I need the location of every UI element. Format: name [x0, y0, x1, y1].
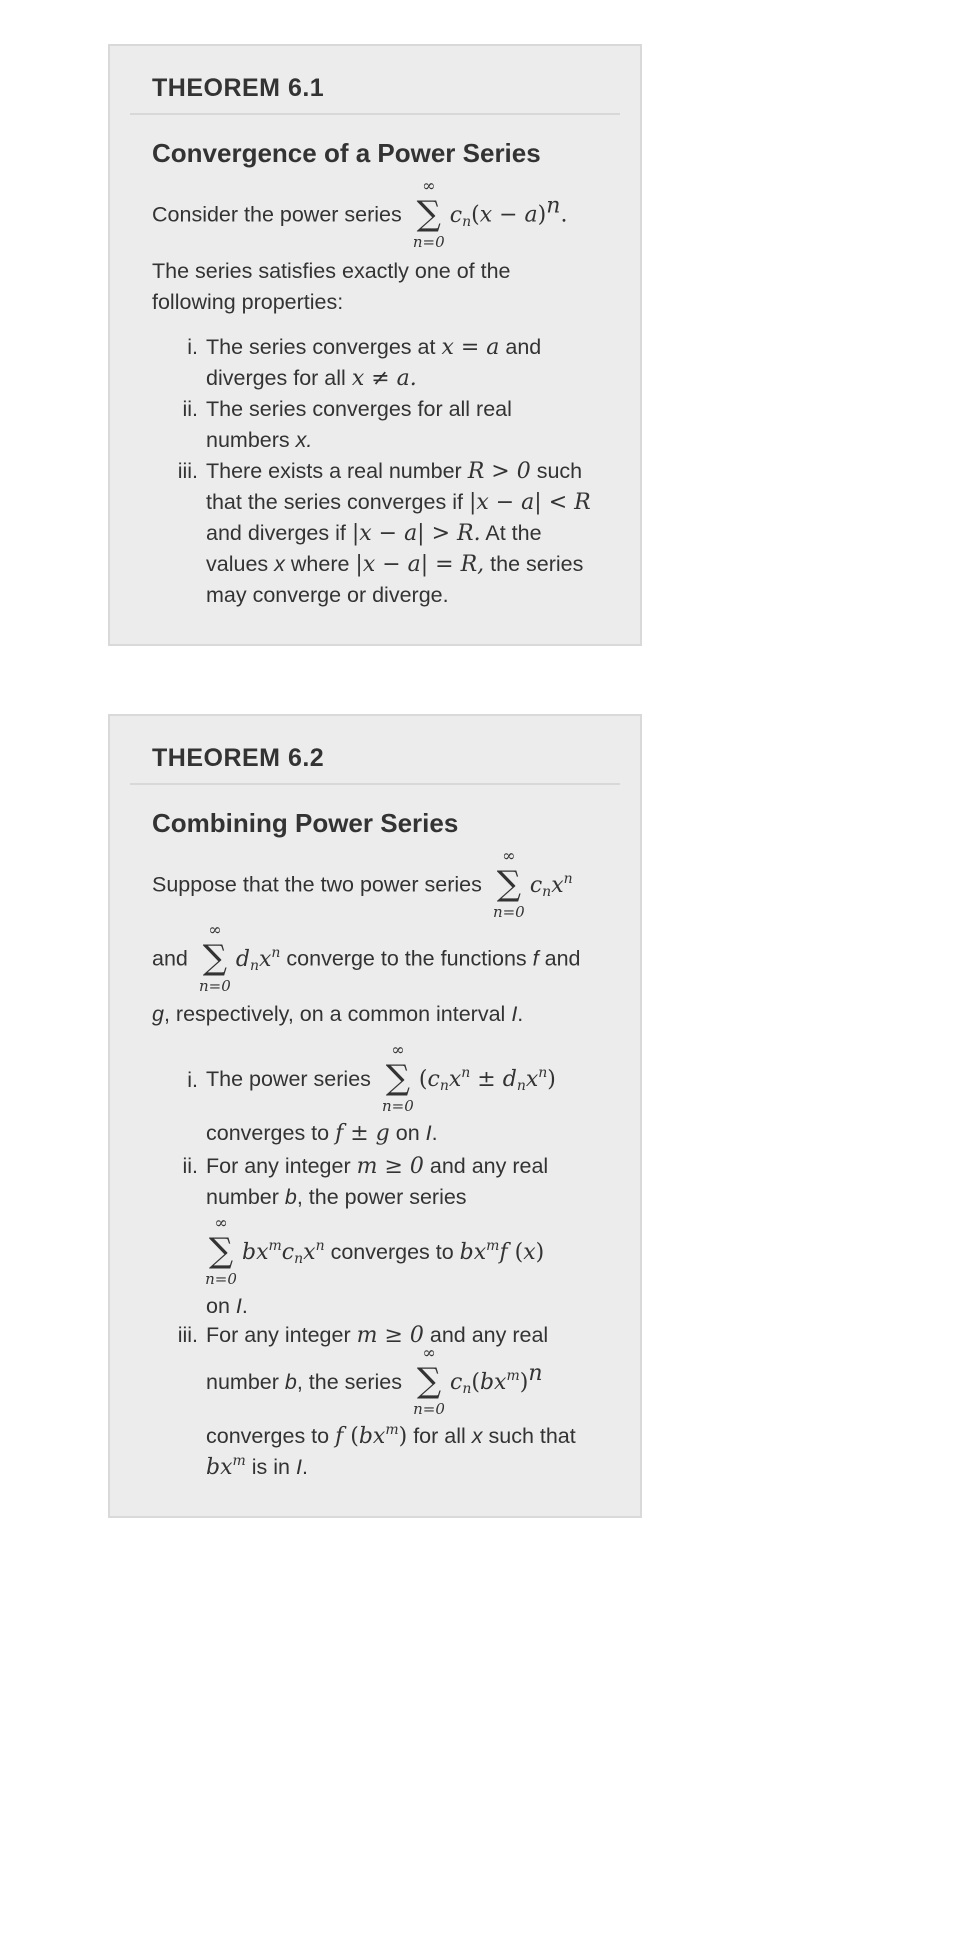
intro-formula-period: . [560, 202, 568, 228]
item-text: , the series [296, 1370, 403, 1394]
math-expression: x ≠ a. [351, 366, 417, 391]
math-expression: I [235, 1294, 242, 1318]
theorem-intro-line-3 [152, 999, 523, 1030]
item-text: There exists a real number [206, 459, 462, 483]
item-text: is in [251, 1455, 290, 1479]
sum-lower-limit: n=0 [413, 1400, 445, 1419]
sum-lower-limit: n=0 [382, 1097, 414, 1116]
item-text: , the power series [296, 1185, 467, 1209]
item-number: ii. [182, 1154, 198, 1178]
item-text: The series converges at [206, 335, 436, 359]
item-number: i. [187, 335, 198, 359]
intro-text: and [152, 946, 188, 971]
item-text: such that [488, 1424, 576, 1448]
sum-term: $bx^mc_nx^n$ [242, 1238, 325, 1267]
item-text: The series converges for all real [206, 397, 512, 421]
intro-text: converge to the functions [286, 946, 527, 971]
item-text: where [290, 552, 350, 576]
item-number: i. [187, 1068, 198, 1092]
sum-term: $c_n$ [450, 1370, 472, 1397]
math-expression: b [284, 1370, 297, 1394]
item-text: . [241, 1294, 248, 1318]
theorem-6-2-card [108, 714, 642, 1518]
item-text: diverges for all [206, 366, 346, 390]
item-text: . [301, 1455, 308, 1479]
list-item: iii. For any integer m ≥ 0 and any real number b, the series ∞ ∑ n=0 $c_n(bx^m)^n$ converges to f $(bx^m)$ for all x such that $bx^m$ is in I. [152, 1320, 618, 1500]
theorem-title: Convergence of a Power Series [152, 138, 541, 168]
theorem-intro-line-1 [152, 846, 573, 923]
math-expression: I [425, 1121, 432, 1145]
theorem-6-1-card [108, 44, 642, 646]
math-expression: I [511, 1002, 518, 1026]
sum-upper-limit: ∞ [422, 176, 436, 195]
list-item [152, 456, 618, 616]
item-text: on [206, 1294, 230, 1318]
sum-term: $d_nx^n$ [235, 944, 281, 974]
item-text: that the series converges if [206, 490, 463, 514]
math-expression: x [471, 1424, 483, 1448]
theorem-title: Combining Power Series [152, 808, 459, 838]
sum-upper-limit: ∞ [214, 1213, 228, 1233]
item-text: . [431, 1121, 438, 1145]
sum-upper-limit: ∞ [208, 920, 222, 939]
sigma-glyph: ∑ [496, 864, 521, 904]
item-text: converges to [206, 1424, 330, 1448]
list-item: i. The power series ∞ ∑ n=0 $(c_nx^n \pm d_nx^n)$ converges to f ± g on I. [152, 1040, 618, 1150]
sum-upper-limit: ∞ [422, 1343, 436, 1363]
item-text: converges to [330, 1240, 454, 1264]
math-expression: f [335, 1424, 344, 1449]
item-number: ii. [182, 397, 198, 421]
intro-line-3: following properties: [152, 290, 344, 314]
summation-symbol [412, 1343, 446, 1420]
intro-text: . [517, 1002, 524, 1026]
summation-symbol [412, 176, 446, 253]
sum-term: $c_n$ [449, 202, 472, 230]
summation-symbol [204, 1213, 238, 1290]
list-item [152, 394, 618, 464]
item-text: values [206, 552, 269, 576]
item-text: and [505, 335, 542, 359]
math-expression: b [284, 1185, 297, 1209]
math-expression: x. [295, 428, 313, 452]
sum-upper-limit: ∞ [391, 1040, 405, 1060]
list-item: ii. For any integer m ≥ 0 and any real number b, the power series ∞ ∑ n=0 $bx^mc_nx^n$ converges to $bx^mf$ (x) on I. [152, 1151, 618, 1321]
math-expression: I [295, 1455, 302, 1479]
math-expression: $bx^m$ [206, 1453, 246, 1480]
math-expression: |x − a| < R [468, 490, 591, 515]
list-item [152, 332, 618, 402]
item-text: converges to [206, 1121, 330, 1145]
intro-text: , respectively, on a common interval [163, 1002, 506, 1026]
intro-text: and [544, 946, 581, 971]
theorem-label: THEOREM 6.1 [152, 74, 325, 102]
item-text: numbers [206, 428, 290, 452]
sum-lower-limit: n=0 [205, 1270, 237, 1289]
item-text: The power series [206, 1067, 371, 1091]
math-expression: m ≥ 0 [356, 1154, 424, 1179]
intro-prefix: Consider the power series [152, 202, 402, 227]
math-expression: $bx^mf$ [459, 1238, 508, 1265]
sum-lower-limit: n=0 [412, 233, 445, 251]
math-expression: f ± g [335, 1121, 390, 1146]
item-text: and any real [429, 1154, 549, 1178]
item-text: number [206, 1370, 279, 1394]
theorem-label: THEOREM 6.2 [152, 744, 325, 772]
item-text: for all [413, 1424, 466, 1448]
math-expression: g [152, 1002, 164, 1026]
intro-line-2: The series satisfies exactly one of the [152, 259, 511, 283]
sigma-glyph: ∑ [202, 938, 227, 978]
item-text: and any real [429, 1323, 549, 1347]
sum-lower-limit: n=0 [198, 977, 231, 995]
theorem-intro-line-2 [152, 920, 581, 997]
sum-lower-limit: n=0 [492, 903, 525, 921]
divider [130, 783, 620, 785]
summation-symbol [492, 846, 526, 923]
item-text: on [395, 1121, 420, 1145]
item-text: At the [485, 521, 542, 545]
item-number: iii. [177, 1323, 198, 1347]
item-number: iii. [177, 459, 198, 483]
item-text: and diverges if [206, 521, 346, 545]
math-expression: m ≥ 0 [356, 1323, 424, 1348]
item-text: may converge or diverge. [206, 583, 449, 607]
sum-upper-limit: ∞ [502, 846, 516, 865]
divider [130, 113, 620, 115]
sum-term: $c_nx^n$ [427, 1065, 471, 1094]
math-expression: |x − a| > R. [351, 521, 481, 546]
sigma-glyph: ∑ [416, 1361, 442, 1402]
item-text: the series [490, 552, 584, 576]
intro-prefix: Suppose that the two power series [152, 872, 482, 897]
summation-symbol [381, 1040, 415, 1117]
item-text: such [536, 459, 583, 483]
sigma-glyph: ∑ [416, 194, 441, 234]
theorem-intro-formula-line: Consider the power series ∞ ∑ n=0 $c_n(x - a)^n$. [152, 176, 568, 251]
sigma-glyph: ∑ [208, 1231, 234, 1272]
math-expression: f [532, 946, 539, 971]
item-text: For any integer [206, 1154, 351, 1178]
math-expression: x = a [441, 335, 500, 360]
math-expression: |x − a| = R, [355, 552, 485, 577]
item-text: number [206, 1185, 279, 1209]
sum-term: $c_nx^n$ [529, 870, 573, 900]
summation-symbol [198, 920, 232, 997]
sigma-glyph: ∑ [385, 1058, 411, 1099]
math-expression: x [274, 552, 285, 576]
math-expression: R > 0 [467, 459, 531, 484]
item-text: For any integer [206, 1323, 351, 1347]
